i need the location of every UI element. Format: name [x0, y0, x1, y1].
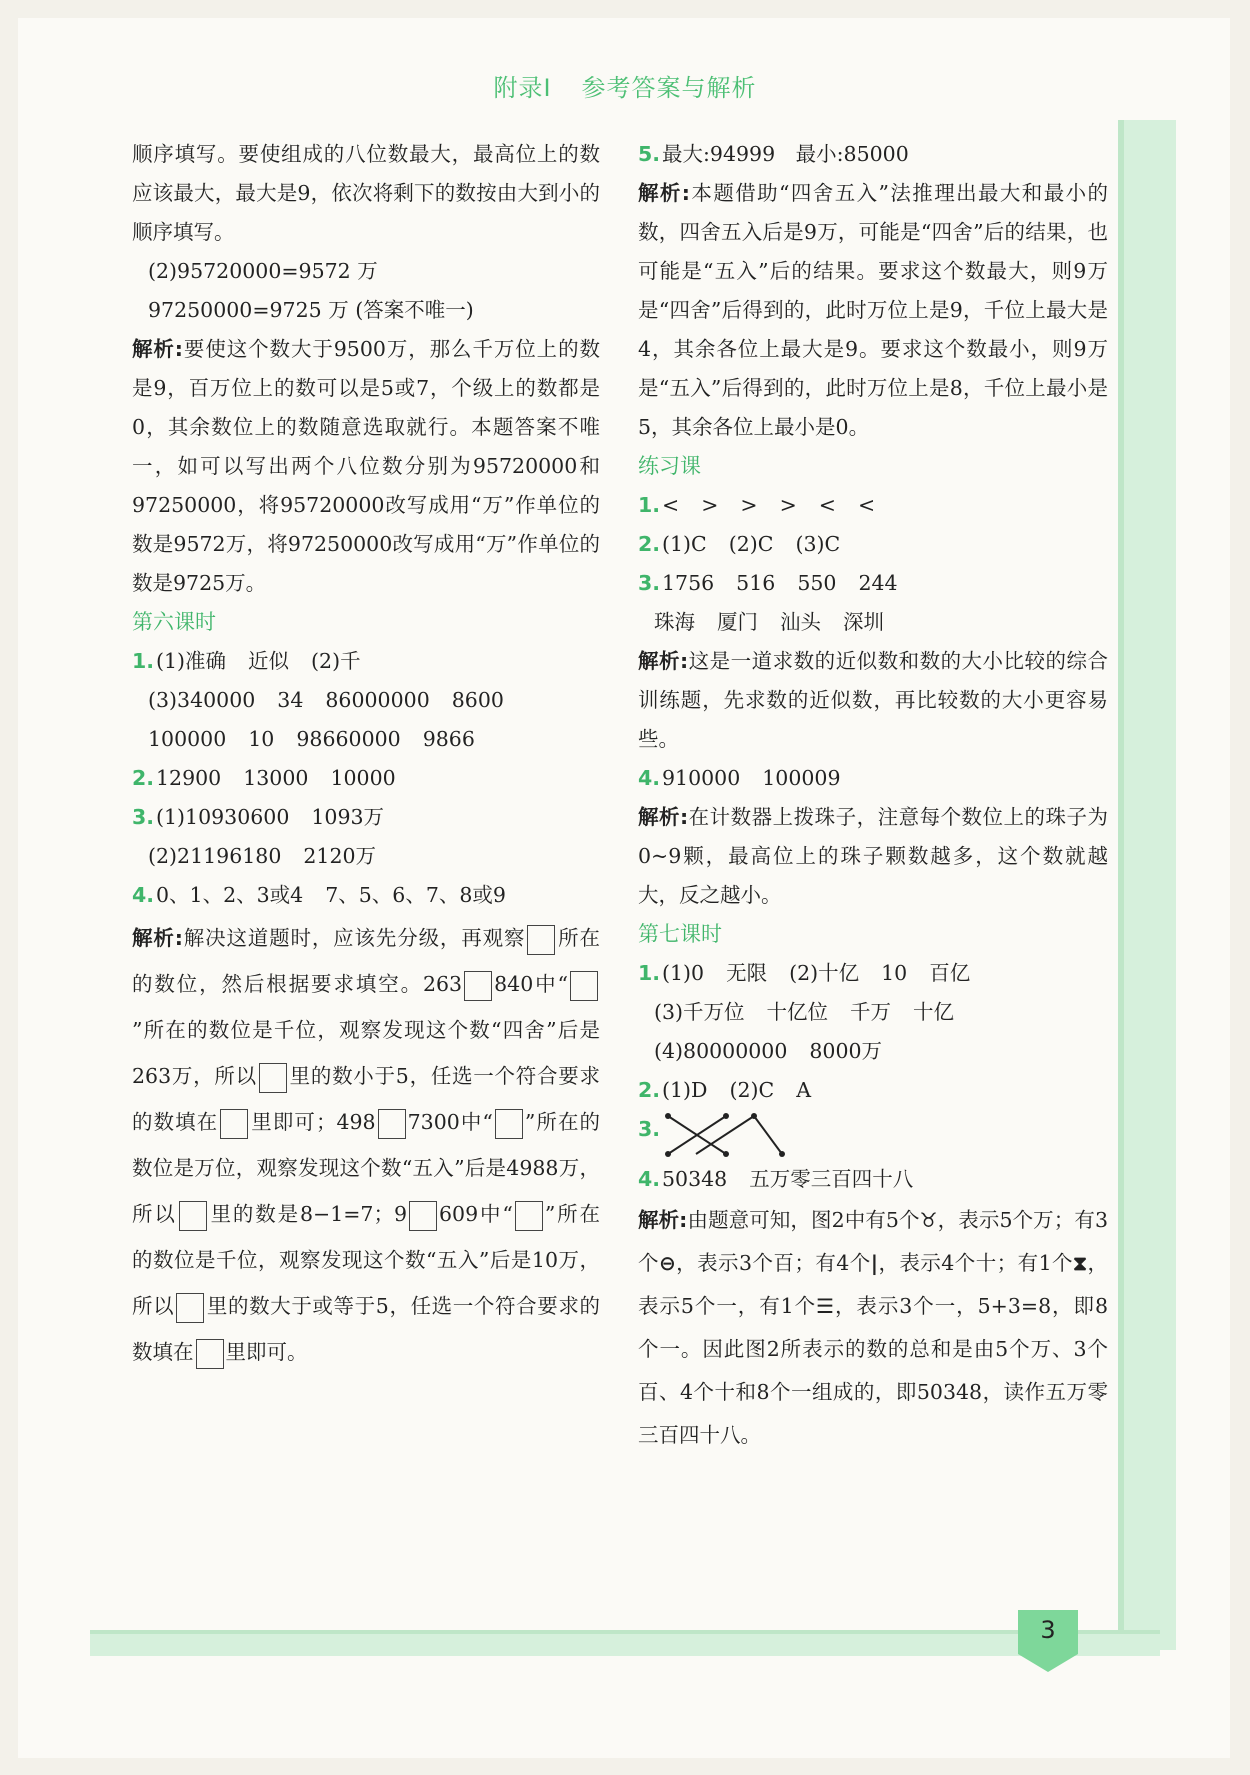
explanation-label: 解析: [638, 649, 689, 673]
exp-s4-t1: 由题意可知，图2中有5个 [687, 1208, 920, 1232]
p3-line2 [638, 603, 1108, 642]
p3-line1 [638, 564, 1108, 603]
p4-number: 4. [638, 766, 661, 790]
s1-r1-4: 百亿 [929, 961, 971, 985]
exp-s4-t6: ，表示3个一，5+3=8，即8个一。因此图2所表示的数的总和是由5个万、3个百、4个十和8个一组成的，即50348，读作五万零三百四十八。 [638, 1294, 1108, 1447]
exp2-s19: 里的数大于或等 [206, 1294, 355, 1318]
section-title-6: 第六课时 [132, 610, 216, 634]
p3-num-3: 244 [858, 571, 898, 595]
q1-c: (2)千 [311, 649, 361, 673]
page-bottom-strip [90, 1630, 1160, 1656]
five-symbol-icon: ⧗ [1073, 1251, 1088, 1275]
q1-r3-2: 98660000 [296, 727, 401, 751]
q1-b: 近似 [248, 649, 290, 673]
empty-box [176, 1293, 204, 1323]
p3-number: 3. [638, 571, 661, 595]
q3-r2-0: (2)21196180 [148, 844, 282, 868]
exp-s4-t4: ，表示4个十；有1个 [878, 1251, 1073, 1275]
hundred-symbol-icon: ⊖ [658, 1251, 676, 1275]
q3-r2-1: 2120万 [303, 844, 377, 868]
p1-2: > [740, 493, 758, 517]
s1-r2-2: 千万 [850, 1000, 892, 1024]
exp2-s22: 即可。 [246, 1340, 308, 1364]
q5-answer: 最大:94999 最小:85000 [662, 142, 909, 166]
section-title-practice: 练习课 [638, 454, 701, 478]
explanation-1-text: 要使这个数大于9500万，那么千万位上的数是9，百万位上的数可以是5或7，个级上的数都是0，其余数位上的数随意选取就行。本题答案不唯一，如可以写出两个八位数分别为95720000和97250000，将95720000改写成用“万”作单位的数是9572万，将97250000改写成用“万”作单位的数是9725万。 [132, 337, 600, 595]
q2-line [132, 759, 600, 798]
p4-line [638, 759, 1108, 798]
explanation-5 [638, 174, 1108, 447]
s2-number: 2. [638, 1078, 661, 1102]
exp2-s20: 于5，任选一个符合要求的数填在 [132, 1294, 600, 1364]
exp2-s21: 里 [225, 1340, 246, 1364]
q3-r1-0: (1)10930600 [156, 805, 290, 829]
s1-line2 [638, 993, 1108, 1032]
empty-box [495, 1109, 523, 1139]
intro-text: 顺序填写。要使组成的八位数最大，最高位上的数应该最大，最大是9，依次将剩下的数按由大到小的顺序填写。 [132, 142, 600, 244]
explanation-2 [132, 915, 600, 1375]
explanation-label: 解析: [638, 1208, 688, 1232]
page-number: 3 [1040, 1616, 1056, 1644]
s1-number: 1. [638, 961, 661, 985]
exp2-s9: 里即可； [250, 1110, 337, 1134]
exp2-s6: 数“四舍”后是263万，所以 [132, 1018, 600, 1088]
exp2-s13: 观察发现这个数“五入”后是4988万，所以 [132, 1156, 600, 1226]
explanation-1 [132, 330, 600, 603]
empty-box [515, 1201, 543, 1231]
exp2-s10: 498 [336, 1110, 376, 1134]
exp2-s8: 5，任选一个符合要求的数填在 [132, 1064, 601, 1134]
three-lines-symbol-icon: ☰ [816, 1294, 835, 1318]
q1-r3-0: 100000 [148, 727, 227, 751]
empty-box [179, 1201, 207, 1231]
exp2-s14: 里的数是8−1=7；9 [208, 1202, 408, 1226]
q1-line3 [132, 720, 600, 759]
explanation-label: 解析: [132, 337, 184, 361]
left-column [132, 135, 600, 1375]
page-header [0, 68, 1250, 103]
q1-r3-1: 10 [248, 727, 275, 751]
q1-r3-3: 9866 [422, 727, 475, 751]
exp-s4-t2: ，表示5个万；有3个 [638, 1208, 1108, 1275]
exp2-s3: 840 [494, 972, 534, 996]
p2-1: (2)C [728, 532, 774, 556]
q3-number: 3. [132, 805, 155, 829]
q1-number: 1. [132, 649, 155, 673]
page-edge-strip [1118, 120, 1176, 1650]
s1-r1-3: 10 [881, 961, 908, 985]
p3-num-0: 1756 [662, 571, 715, 595]
exp2-s18: 入”后是10万，所以 [132, 1248, 600, 1318]
empty-box [220, 1109, 248, 1139]
p3-city-2: 汕头 [780, 610, 821, 634]
s3-line [638, 1110, 1108, 1160]
exp2-s15: 609中“ [439, 1202, 513, 1226]
q1-line2 [132, 681, 600, 720]
explanation-p3-text: 这是一道求数的近似数和数的大小比较的综合训练题，先求数的近似数，再比较数的大小更容易些。 [638, 649, 1109, 751]
q2-1: 13000 [243, 766, 309, 790]
empty-box [527, 925, 555, 955]
q2-2: 10000 [330, 766, 396, 790]
q1-r2-2: 86000000 [325, 688, 430, 712]
p3-city-1: 厦门 [717, 610, 758, 634]
s4-line [638, 1160, 1108, 1199]
explanation-p4-text: 在计数器上拨珠子，注意每个数位上的珠子为0~9颗，最高位上的珠子颗数越多，这个数就越大，反之越小。 [638, 805, 1109, 907]
s2-1: (2)C [729, 1078, 775, 1102]
p3-city-0: 珠海 [654, 610, 695, 634]
s1-line1 [638, 954, 1108, 993]
empty-box [464, 971, 492, 1001]
explanation-p3 [638, 642, 1108, 759]
p1-number: 1. [638, 493, 661, 517]
q3-line2 [132, 837, 600, 876]
ten-thousand-symbol-icon: ♉ [919, 1208, 938, 1232]
p4-0: 910000 [662, 766, 741, 790]
s2-2: A [796, 1078, 812, 1102]
s1-r3-0: (4)80000000 [654, 1039, 788, 1063]
empty-box [259, 1063, 287, 1093]
header-title: 参考答案与解析 [581, 74, 757, 102]
p2-2: (3)C [795, 532, 841, 556]
exp2-s2: 所在的数位，然后根据要求填空。263 [132, 926, 601, 996]
q1-line1 [132, 642, 600, 681]
p3-city-3: 深圳 [843, 610, 884, 634]
s1-r2-0: (3)千万位 [654, 1000, 745, 1024]
q3-line1 [132, 798, 600, 837]
s4-1: 五万零三百四十八 [749, 1167, 914, 1191]
p3-num-2: 550 [797, 571, 837, 595]
right-column [638, 135, 1108, 1457]
exp2-s1: 解决这道题时，应该先分级，再观察 [182, 926, 526, 950]
exp-s4-t3: ，表示3个百；有4个 [675, 1251, 871, 1275]
exp2-s5: ”所在的数位是千位，观察发现这个 [132, 1018, 470, 1042]
p4-1: 100009 [762, 766, 841, 790]
s4-0: 50348 [662, 1167, 728, 1191]
explanation-p4 [638, 798, 1108, 915]
explanation-label: 解析: [638, 181, 691, 205]
p1-0: < [662, 493, 680, 517]
q5-number: 5. [638, 142, 661, 166]
q4-0: 0、1、2、3或4 [156, 883, 304, 907]
q4-line [132, 876, 600, 915]
s1-r1-2: (2)十亿 [789, 961, 860, 985]
answer-2b: 97250000=9725 万 (答案不唯一) [148, 298, 474, 322]
p1-4: < [818, 493, 836, 517]
s1-r2-3: 十亿 [913, 1000, 955, 1024]
ten-symbol-icon: | [870, 1251, 879, 1275]
exp-s4-t5: ，表示5个一，有1个 [638, 1251, 1108, 1318]
p1-5: < [857, 493, 876, 517]
p2-line [638, 525, 1108, 564]
p3-num-1: 516 [736, 571, 776, 595]
s1-r3-1: 8000万 [809, 1039, 883, 1063]
exp2-s17: 所在的数位是千位，观察发现这个数“五 [132, 1202, 601, 1272]
q1-r2-3: 8600 [451, 688, 504, 712]
explanation-5-text: 本题借助“四舍五入”法推理出最大和最小的数，四舍五入后是9万，可能是“四舍”后的结果，也可能是“五入”后的结果。要求这个数最大，则9万是“四舍”后得到的，此时万位上是9，千位上最大是4，其余各位上最大是9。要求这个数最小，则9万是“五入”后得到的，此时万位上是8，千位上最小是5，其余各位上最小是0。 [638, 181, 1109, 439]
q3-r1-1: 1093万 [311, 805, 385, 829]
q1-r2-1: 34 [277, 688, 304, 712]
s1-line3 [638, 1032, 1108, 1071]
q2-number: 2. [132, 766, 155, 790]
q1-r2-0: (3)340000 [148, 688, 256, 712]
q1-a: (1)准确 [156, 649, 227, 673]
q4-1: 7、5、6、7、8或9 [325, 883, 506, 907]
s1-r1-0: (1)0 [662, 961, 705, 985]
explanation-s4 [638, 1199, 1108, 1457]
p2-number: 2. [638, 532, 661, 556]
p1-3: > [779, 493, 797, 517]
s1-r1-1: 无限 [726, 961, 768, 985]
page-number-tab [1018, 1610, 1078, 1674]
s4-number: 4. [638, 1167, 661, 1191]
s1-r2-1: 十亿位 [766, 1000, 829, 1024]
section-title-7: 第七课时 [638, 922, 722, 946]
header-appendix: 附录Ⅰ [493, 74, 552, 102]
q4-number: 4. [132, 883, 155, 907]
matching-lines-diagram [662, 1110, 792, 1158]
explanation-label: 解析: [638, 805, 689, 829]
q2-0: 12900 [156, 766, 222, 790]
exp2-s7: 里的数小于 [288, 1064, 396, 1088]
empty-box [570, 971, 598, 1001]
exp2-s4: 中“ [533, 972, 568, 996]
s3-number: 3. [638, 1117, 661, 1141]
answer-2a: (2)95720000=9572 万 [148, 259, 378, 283]
s2-0: (1)D [662, 1078, 708, 1102]
explanation-label: 解析: [132, 926, 183, 950]
q5-line [638, 135, 1108, 174]
p1-line [638, 486, 1108, 525]
p1-1: > [701, 493, 719, 517]
exp2-s11: 7300中“ [407, 1110, 493, 1134]
empty-box [378, 1109, 406, 1139]
p2-0: (1)C [662, 532, 707, 556]
s2-line [638, 1071, 1108, 1110]
exp2-s16: ” [544, 1202, 556, 1226]
empty-box [409, 1201, 437, 1231]
exp2-s12: ”所在的数位是万位， [132, 1110, 601, 1180]
empty-box [196, 1339, 224, 1369]
